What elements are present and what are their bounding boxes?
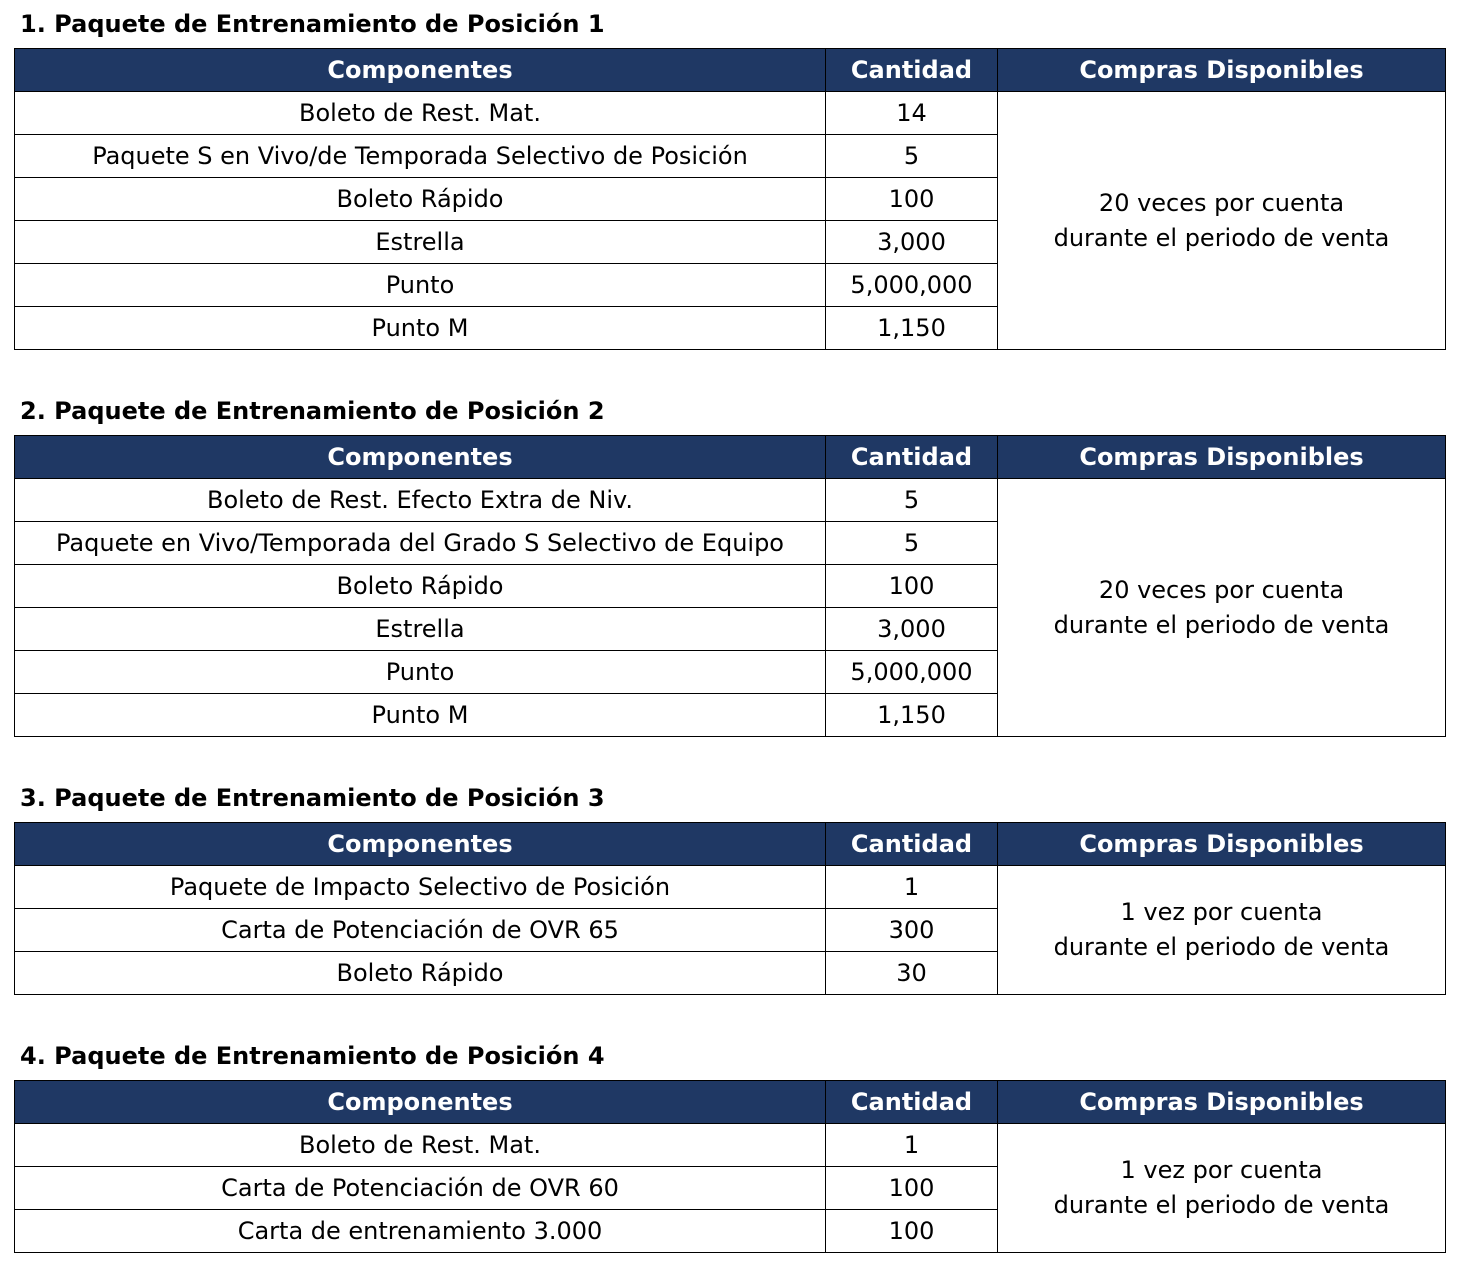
- column-header-purchases: Compras Disponibles: [998, 1081, 1446, 1124]
- quantity-cell: 100: [826, 1210, 998, 1253]
- component-cell: Boleto Rápido: [15, 178, 826, 221]
- column-header-quantity: Cantidad: [826, 1081, 998, 1124]
- package-title: 3. Paquete de Entrenamiento de Posición 3: [20, 784, 605, 812]
- table-row: [15, 479, 1446, 522]
- package-table: [14, 822, 1446, 995]
- package-table: [14, 48, 1446, 350]
- availability-line: durante el periodo de venta: [1053, 223, 1390, 252]
- quantity-cell: 5: [826, 522, 998, 565]
- availability-line: 20 veces por cuenta: [1098, 575, 1345, 604]
- quantity-cell: 1,150: [826, 307, 998, 350]
- table-header-row: [15, 436, 1446, 479]
- availability-line: durante el periodo de venta: [1053, 610, 1390, 639]
- quantity-cell: 5: [826, 479, 998, 522]
- availability-cell: [998, 866, 1446, 995]
- column-header-purchases: Compras Disponibles: [998, 436, 1446, 479]
- component-cell: Paquete S en Vivo/de Temporada Selectivo de Posición: [15, 135, 826, 178]
- quantity-cell: 3,000: [826, 221, 998, 264]
- package-table: [14, 435, 1446, 737]
- component-cell: Punto: [15, 651, 826, 694]
- component-cell: Boleto de Rest. Mat.: [15, 92, 826, 135]
- component-cell: Carta de Potenciación de OVR 60: [15, 1167, 826, 1210]
- availability-cell: [998, 1124, 1446, 1253]
- quantity-cell: 1: [826, 1124, 998, 1167]
- column-header-components: Componentes: [15, 49, 826, 92]
- column-header-quantity: Cantidad: [826, 49, 998, 92]
- quantity-cell: 5: [826, 135, 998, 178]
- availability-line: durante el periodo de venta: [1053, 933, 1390, 961]
- column-header-quantity: Cantidad: [826, 436, 998, 479]
- quantity-cell: 14: [826, 92, 998, 135]
- quantity-cell: 100: [826, 178, 998, 221]
- column-header-quantity: Cantidad: [826, 823, 998, 866]
- component-cell: Punto M: [15, 307, 826, 350]
- table-header-row: [15, 49, 1446, 92]
- package-table: [14, 1080, 1446, 1253]
- column-header-purchases: Compras Disponibles: [998, 49, 1446, 92]
- quantity-cell: 300: [826, 909, 998, 952]
- quantity-cell: 1,150: [826, 694, 998, 737]
- quantity-cell: 5,000,000: [826, 651, 998, 694]
- column-header-components: Componentes: [15, 1081, 826, 1124]
- availability-line: 20 veces por cuenta: [1098, 188, 1345, 217]
- quantity-cell: 1: [826, 866, 998, 909]
- component-cell: Paquete en Vivo/Temporada del Grado S Selectivo de Equipo: [15, 522, 826, 565]
- component-cell: Punto: [15, 264, 826, 307]
- component-cell: Estrella: [15, 221, 826, 264]
- availability-cell: [998, 92, 1446, 350]
- table-header-row: [15, 1081, 1446, 1124]
- component-cell: Estrella: [15, 608, 826, 651]
- column-header-components: Componentes: [15, 436, 826, 479]
- component-cell: Boleto de Rest. Efecto Extra de Niv.: [15, 479, 826, 522]
- quantity-cell: 30: [826, 952, 998, 995]
- component-cell: Paquete de Impacto Selectivo de Posición: [15, 866, 826, 909]
- availability-line: 1 vez por cuenta: [1120, 1156, 1323, 1184]
- component-cell: Carta de entrenamiento 3.000: [15, 1210, 826, 1253]
- component-cell: Punto M: [15, 694, 826, 737]
- package-title: 1. Paquete de Entrenamiento de Posición 1: [20, 10, 605, 38]
- table-row: [15, 1124, 1446, 1167]
- availability-line: 1 vez por cuenta: [1120, 898, 1323, 926]
- quantity-cell: 100: [826, 565, 998, 608]
- table-row: [15, 866, 1446, 909]
- table-header-row: [15, 823, 1446, 866]
- component-cell: Boleto Rápido: [15, 952, 826, 995]
- quantity-cell: 100: [826, 1167, 998, 1210]
- component-cell: Carta de Potenciación de OVR 65: [15, 909, 826, 952]
- component-cell: Boleto de Rest. Mat.: [15, 1124, 826, 1167]
- quantity-cell: 5,000,000: [826, 264, 998, 307]
- component-cell: Boleto Rápido: [15, 565, 826, 608]
- availability-line: durante el periodo de venta: [1053, 1191, 1390, 1219]
- package-title: 2. Paquete de Entrenamiento de Posición 2: [20, 397, 605, 425]
- quantity-cell: 3,000: [826, 608, 998, 651]
- column-header-purchases: Compras Disponibles: [998, 823, 1446, 866]
- column-header-components: Componentes: [15, 823, 826, 866]
- table-row: [15, 92, 1446, 135]
- availability-cell: [998, 479, 1446, 737]
- package-title: 4. Paquete de Entrenamiento de Posición 4: [20, 1042, 605, 1070]
